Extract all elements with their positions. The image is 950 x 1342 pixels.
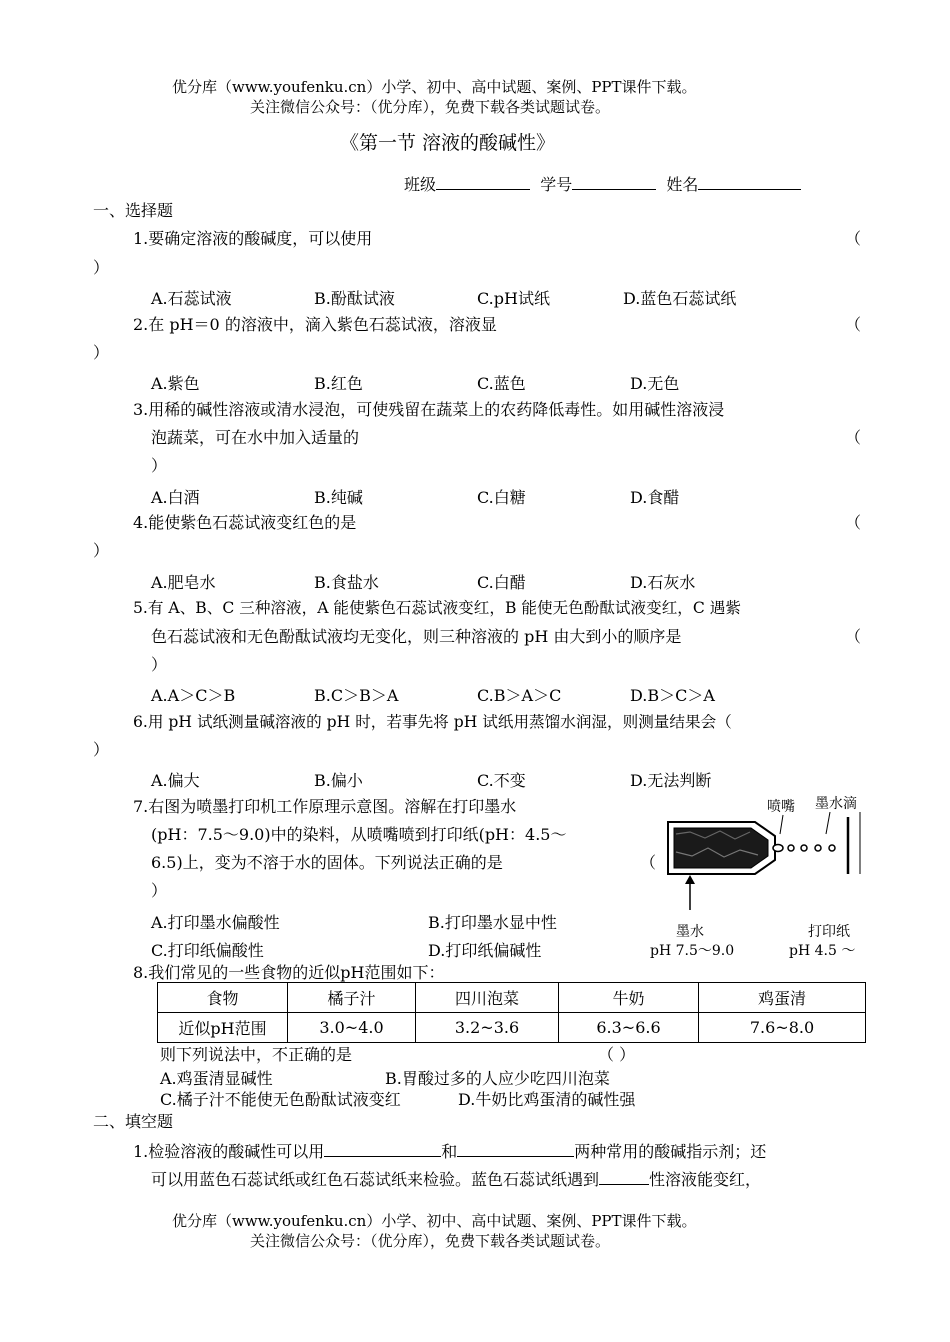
figure-paper-ph: pH 4.5 ～	[789, 943, 856, 959]
fill-q1-text: 可以用蓝色石蕊试纸或红色石蕊试纸来检验。蓝色石蕊试纸遇到	[151, 1170, 600, 1189]
q4-option-b: B.食盐水	[314, 573, 379, 592]
student-id-field[interactable]	[572, 173, 656, 190]
footer-line-2: 关注微信公众号：（优分库），免费下载各类试题试卷。	[250, 1232, 611, 1250]
ink-fill	[674, 828, 768, 868]
table-row	[158, 1013, 866, 1043]
fill-q1-line-1	[133, 1140, 766, 1162]
q8-option-c: C.橘子汁不能使无色酚酞试液变红	[160, 1090, 401, 1109]
q2-paren-open: （	[845, 315, 862, 334]
q1-paren-close: ）	[93, 258, 110, 277]
q6-stem: 6.用 pH 试纸测量碱溶液的 pH 时，若事先将 pH 试纸用蒸馏水润湿，则测量结果会（	[133, 713, 732, 731]
q7-option-a: A.打印墨水偏酸性	[151, 913, 280, 932]
section-choice-heading: 一、选择题	[93, 201, 174, 220]
header-line-1: 优分库（www.youfenku.cn）小学、初中、高中试题、案例、PPT课件下载。	[172, 78, 697, 96]
q2-option-a: A.紫色	[151, 374, 200, 393]
q8-question: 则下列说法中，不正确的是	[160, 1045, 353, 1064]
nozzle-tip	[773, 845, 783, 852]
table-cell: 3.2~3.6	[416, 1013, 559, 1043]
figure-nozzle-label: 喷嘴	[767, 799, 795, 815]
q2-stem: 2.在 pH＝0 的溶液中，滴入紫色石蕊试液，溶液显	[133, 315, 497, 334]
table-header-row	[158, 983, 866, 1013]
q7-stem-line-2: (pH：7.5～9.0)中的染料，从喷嘴喷到打印纸(pH：4.5～	[151, 825, 567, 844]
q8-paren: （ ）	[598, 1045, 636, 1064]
fill-q1-text: 和	[441, 1142, 458, 1161]
q1-option-b: B.酚酞试液	[314, 289, 395, 308]
fill-q1-line-2	[151, 1168, 761, 1190]
droplet-pointer-line	[826, 812, 830, 834]
nozzle-pointer-line	[780, 815, 783, 834]
student-id-label: 学号	[540, 175, 573, 194]
table-header-cell: 橘子汁	[288, 983, 416, 1013]
q3-paren-close: ）	[151, 456, 168, 475]
q1-option-a: A.石蕊试液	[151, 289, 232, 308]
ink-droplet	[829, 845, 835, 851]
ink-droplet	[801, 845, 807, 851]
q5-option-c: C.B＞A＞C	[477, 686, 562, 705]
q5-option-a: A.A＞C＞B	[151, 686, 236, 705]
table-header-cell: 四川泡菜	[416, 983, 559, 1013]
q7-option-b: B.打印墨水显中性	[428, 913, 557, 932]
q6-paren-close: ）	[93, 740, 110, 759]
class-field[interactable]	[436, 173, 530, 190]
q3-option-a: A.白酒	[151, 488, 200, 507]
inkjet-diagram	[660, 812, 865, 912]
table-header-cell: 鸡蛋清	[699, 983, 866, 1013]
table-cell: 7.6~8.0	[699, 1013, 866, 1043]
page-title: 《第一节 溶液的酸碱性》	[340, 132, 556, 154]
q8-option-d: D.牛奶比鸡蛋清的碱性强	[458, 1090, 636, 1109]
student-info	[404, 173, 801, 195]
q4-option-c: C.白醋	[477, 573, 526, 592]
q7-paren-open: （	[640, 853, 657, 872]
q4-option-a: A.肥皂水	[151, 573, 216, 592]
figure-ink-label: 墨水	[676, 924, 704, 940]
q1-stem: 1.要确定溶液的酸碱度，可以使用	[133, 229, 373, 248]
q4-paren-open: （	[845, 513, 862, 532]
table-header-cell: 牛奶	[559, 983, 699, 1013]
q5-paren-open: （	[845, 627, 862, 646]
q5-stem-line-1: 5.有 A、B、C 三种溶液，A 能使紫色石蕊试液变红，B 能使无色酚酞试液变红，C 遇紫	[133, 599, 741, 617]
q2-option-d: D.无色	[630, 374, 680, 393]
name-field[interactable]	[698, 173, 801, 190]
q3-stem-line-1: 3.用稀的碱性溶液或清水浸泡，可使残留在蔬菜上的农药降低毒性。如用碱性溶液浸	[133, 400, 725, 419]
figure-ink-ph: pH 7.5～9.0	[650, 943, 735, 959]
figure-paper-label: 打印纸	[808, 924, 850, 940]
table-cell: 近似pH范围	[158, 1013, 288, 1043]
q3-option-c: C.白糖	[477, 488, 526, 507]
q2-paren-close: ）	[93, 343, 110, 362]
q7-option-d: D.打印纸偏碱性	[428, 941, 542, 960]
figure-droplet-label: 墨水滴	[815, 796, 857, 812]
food-ph-table	[157, 982, 866, 1043]
q1-option-d: D.蓝色石蕊试纸	[623, 289, 737, 308]
q8-option-b: B.胃酸过多的人应少吃四川泡菜	[385, 1069, 610, 1088]
q6-option-c: C.不变	[477, 771, 526, 790]
footer-line-1: 优分库（www.youfenku.cn）小学、初中、高中试题、案例、PPT课件下载。	[172, 1212, 697, 1230]
fill-blank-3[interactable]	[599, 1168, 649, 1185]
name-label: 姓名	[666, 175, 699, 194]
fill-blank-1[interactable]	[324, 1140, 441, 1157]
q4-option-d: D.石灰水	[630, 573, 696, 592]
q2-option-c: C.蓝色	[477, 374, 526, 393]
q3-stem-line-2: 泡蔬菜，可在水中加入适量的	[151, 428, 360, 447]
q5-stem-line-2: 色石蕊试液和无色酚酞试液均无变化，则三种溶液的 pH 由大到小的顺序是	[151, 627, 682, 646]
q4-paren-close: ）	[93, 541, 110, 560]
fill-q1-text: 性溶液能变红，	[649, 1170, 762, 1189]
q3-option-d: D.食醋	[630, 488, 680, 507]
fill-blank-2[interactable]	[457, 1140, 574, 1157]
q7-paren-close: ）	[151, 881, 168, 900]
q6-option-d: D.无法判断	[630, 771, 712, 790]
q1-option-c: C.pH试纸	[477, 289, 550, 308]
ink-droplet	[788, 845, 794, 851]
fill-q1-text: 两种常用的酸碱指示剂；还	[574, 1142, 767, 1161]
q4-stem: 4.能使紫色石蕊试液变红色的是	[133, 513, 357, 532]
q6-option-a: A.偏大	[151, 771, 200, 790]
q1-paren-open: （	[845, 229, 862, 248]
header-line-2: 关注微信公众号：（优分库），免费下载各类试题试卷。	[250, 98, 611, 116]
q5-paren-close: ）	[151, 655, 168, 674]
fill-q1-text: 1.检验溶液的酸碱性可以用	[133, 1142, 325, 1161]
table-cell: 3.0~4.0	[288, 1013, 416, 1043]
q7-stem-line-1: 7.右图为喷墨打印机工作原理示意图。溶解在打印墨水	[133, 797, 517, 816]
table-cell: 6.3~6.6	[559, 1013, 699, 1043]
q2-option-b: B.红色	[314, 374, 363, 393]
q5-option-d: D.B＞C＞A	[630, 686, 715, 705]
q7-stem-line-3: 6.5)上，变为不溶于水的固体。下列说法正确的是	[151, 853, 503, 872]
section-fill-heading: 二、填空题	[93, 1112, 174, 1131]
q6-option-b: B.偏小	[314, 771, 363, 790]
q3-paren-open: （	[845, 428, 862, 447]
q7-option-c: C.打印纸偏酸性	[151, 941, 264, 960]
q8-stem: 8.我们常见的一些食物的近似pH范围如下：	[133, 963, 445, 982]
class-label: 班级	[404, 175, 437, 194]
table-header-cell: 食物	[158, 983, 288, 1013]
q3-option-b: B.纯碱	[314, 488, 363, 507]
q5-option-b: B.C＞B＞A	[314, 686, 399, 705]
q8-option-a: A.鸡蛋清显碱性	[160, 1069, 273, 1088]
ink-droplet	[815, 845, 821, 851]
